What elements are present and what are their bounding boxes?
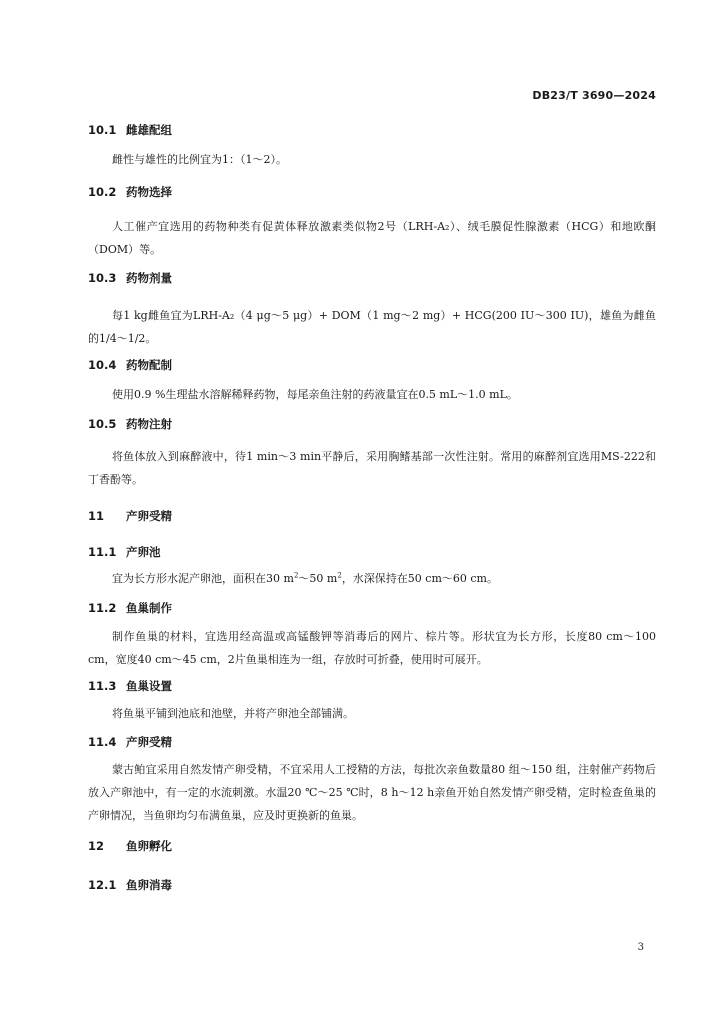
heading-title: 鱼卵消毒 <box>126 878 172 892</box>
heading-title: 药物选择 <box>126 185 172 199</box>
heading-12-1 <box>88 877 172 893</box>
heading-title: 鱼卵孵化 <box>126 839 172 853</box>
heading-title: 产卵受精 <box>126 735 172 749</box>
paragraph-11-2: 制作鱼巢的材料，宜选用经高温或高锰酸钾等消毒后的网片、棕片等。形状宜为长方形，长度80 cm～100 cm，宽度40 cm～45 cm，2片鱼巢相连为一组，存放时可折叠，使用时可展开。 <box>88 630 656 666</box>
paragraph-10-4: 使用0.9 %生理盐水溶解稀释药物，每尾亲鱼注射的药液量宜在0.5 mL～1.0 mL。 <box>112 388 518 401</box>
heading-11-4 <box>88 734 172 750</box>
heading-title: 药物剂量 <box>126 271 172 285</box>
text-segment: 宜为长方形水泥产卵池，面积在30 m <box>112 572 294 585</box>
heading-number: 11.3 <box>88 679 117 693</box>
paragraph-10-5: 将鱼体放入到麻醉液中，待1 min～3 min平静后，采用胸鳍基部一次性注射。常用的麻醉剂宜选用MS-222和丁香酚等。 <box>88 450 656 486</box>
paragraph-10-3: 每1 kg雌鱼宜为LRH-A₂（4 μg～5 μg）+ DOM（1 mg～2 mg）+ HCG(200 IU～300 IU)，雄鱼为雌鱼的1/4～1/2。 <box>88 309 656 345</box>
page-number: 3 <box>637 942 644 953</box>
heading-title: 药物配制 <box>126 358 172 372</box>
heading-number: 11.1 <box>88 545 117 559</box>
heading-11 <box>88 508 172 524</box>
heading-10-1 <box>88 122 172 138</box>
heading-12 <box>88 838 172 854</box>
heading-11-2 <box>88 600 172 616</box>
heading-title: 产卵池 <box>126 545 161 559</box>
heading-number: 10.4 <box>88 358 117 372</box>
heading-title: 产卵受精 <box>126 509 172 523</box>
heading-10-3 <box>88 270 172 286</box>
document-code: DB23/T 3690—2024 <box>532 89 656 102</box>
paragraph-11-4: 蒙古鲌宜采用自然发情产卵受精，不宜采用人工授精的方法，每批次亲鱼数量80 组～150 组，注射催产药物后放入产卵池中，有一定的水流刺激。水温20 ℃～25 ℃时，8 h～12 h亲鱼开始自然发情产卵受精，定时检查鱼巢的产卵情况，当鱼卵均匀布满鱼巢，应及时更换新的鱼巢。 <box>88 763 656 822</box>
heading-10-5 <box>88 416 172 432</box>
paragraph-11-1 <box>88 567 656 590</box>
text-segment: ～50 m <box>298 572 338 585</box>
superscript: 2 <box>337 571 342 580</box>
heading-number: 10.2 <box>88 185 117 199</box>
heading-number: 11.2 <box>88 601 117 615</box>
heading-number: 12.1 <box>88 878 117 892</box>
heading-title: 鱼巢制作 <box>126 601 172 615</box>
superscript: 2 <box>293 571 299 580</box>
heading-number: 11.4 <box>88 735 117 749</box>
heading-11-3 <box>88 678 172 694</box>
heading-11-1 <box>88 544 161 560</box>
heading-title: 药物注射 <box>126 417 172 431</box>
text-segment: ，水深保持在50 cm～60 cm。 <box>341 572 498 585</box>
paragraph-10-1: 雌性与雄性的比例宜为1：（1～2）。 <box>112 153 287 166</box>
heading-title: 鱼巢设置 <box>126 679 172 693</box>
heading-number: 12 <box>88 839 105 853</box>
paragraph-10-2: 人工催产宜选用的药物种类有促黄体释放激素类似物2号（LRH-A₂）、绒毛膜促性腺激素（HCG）和地欧酮（DOM）等。 <box>88 220 656 256</box>
heading-number: 11 <box>88 509 105 523</box>
heading-10-4 <box>88 357 172 373</box>
heading-10-2 <box>88 184 172 200</box>
heading-number: 10.5 <box>88 417 117 431</box>
heading-title: 雌雄配组 <box>126 123 172 137</box>
paragraph-11-3: 将鱼巢平铺到池底和池壁，并将产卵池全部铺满。 <box>112 707 354 720</box>
heading-number: 10.1 <box>88 123 117 137</box>
heading-number: 10.3 <box>88 271 117 285</box>
